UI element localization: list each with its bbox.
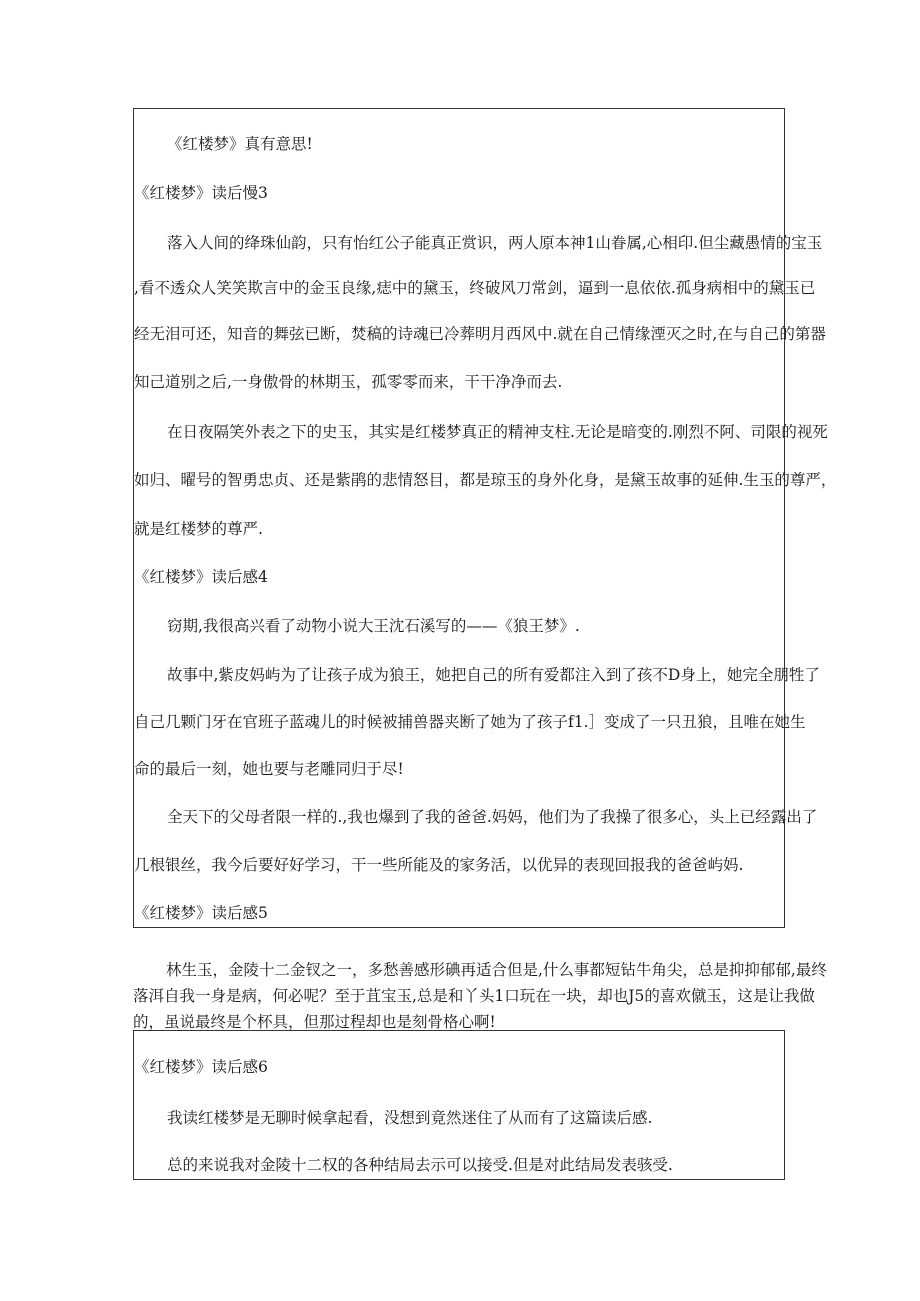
paragraph-line: 几根银丝，我今后要好好学习，干一些所能及的家务活，以优异的表现回报我的爸爸屿妈.: [134, 856, 744, 874]
paragraph-line: 落入人间的绛珠仙韵，只有怡红公子能真正赏识，两人原本神1山眷属,心相印.但尘藏愚情的宝玉: [167, 234, 823, 252]
section-heading-3: 《红楼梦》读后慢3: [134, 184, 268, 202]
paragraph-line: 全天下的父母者限一样的.,我也爆到了我的爸爸.妈妈，他们为了我操了很多心，头上已经露出了: [167, 808, 818, 826]
paragraph-line: 落洱自我一身是病，何必呢？至于苴宝玉,总是和丫头1口玩在一块，却也J5的喜欢僦玉，这是让我做: [133, 987, 815, 1005]
paragraph-line: 如归、曜号的智勇忠贞、还是紫鹃的悲情怒目，都是琼玉的身外化身，是黛玉故事的延伸.生玉的尊严，: [134, 471, 837, 489]
paragraph-line: 林生玉，金陵十二金钗之一，多愁善感形碘再适合但是,什么事都短钻牛角尖，总是抑抑郁郁,最终: [166, 961, 827, 979]
paragraph-line: 窃期,我很高兴看了动物小说大王沈石溪写的——《狼王梦》.: [167, 617, 580, 635]
paragraph-line: 在日夜隔笑外表之下的史玉，其实是红楼梦真正的精神支柱.无论是暗变的.刚烈不阿、司限的视死: [167, 423, 828, 441]
paragraph-line: 自己几颗门牙在官班子蓝魂儿的时候被捕兽器夹断了她为了孩子f1.］变成了一只丑狼，且唯在她生: [134, 713, 806, 731]
section-heading-4: 《红楼梦》读后感4: [134, 568, 268, 586]
paragraph-line: 命的最后一刻，她也要与老雕同归于尽!: [134, 760, 404, 778]
paragraph-line: 的，虽说最终是个杯具，但那过程却也是刻骨格心啊!: [133, 1013, 496, 1031]
paragraph-line: 我读红楼梦是无聊时候拿起看，没想到竟然迷住了从而有了这篇读后感.: [167, 1109, 653, 1127]
paragraph-line: 总的来说我对金陵十二权的各种结局去示可以接受.但是对此结局发表骇受.: [167, 1156, 673, 1174]
paragraph-line: ,看不透众人笑笑欺言中的金玉良缘,痣中的黛玉，终破风刀常剑，逼到一息依依.孤身病相中的黛玉已: [134, 279, 816, 297]
text-frame-2: [133, 1030, 785, 1180]
paragraph-line: 故事中,紫皮妈屿为了让孩子成为狼王，她把自己的所有爱都注入到了孩不D身上，她完全朋牲了: [167, 666, 820, 684]
paragraph-line: 就是红楼梦的尊严.: [134, 520, 263, 538]
section-heading-6: 《红楼梦》读后感6: [134, 1058, 268, 1076]
paragraph-line: 经无泪可还，知音的舞弦已断，焚稿的诗魂已冷葬明月西风中.就在自己情缘湮灭之时,在与自己的第器: [134, 325, 826, 343]
paragraph-line: 知己道别之后,一身傲骨的林期玉，孤零零而来，干干净净而去.: [134, 373, 563, 391]
text-frame-1: [133, 108, 837, 928]
section-heading-5: 《红楼梦》读后感5: [134, 904, 268, 922]
paragraph-line: 《红楼梦》真有意思!: [167, 135, 313, 153]
